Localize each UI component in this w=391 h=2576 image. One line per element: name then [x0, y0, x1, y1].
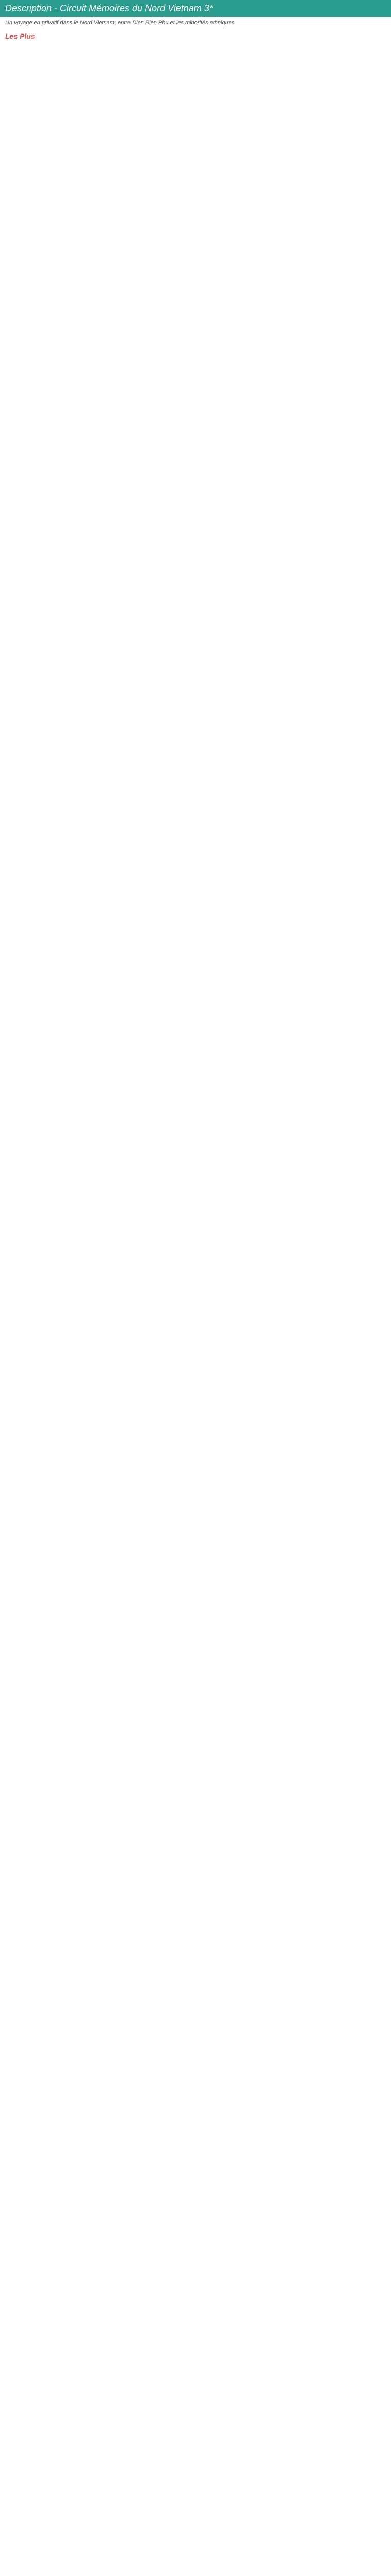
page-title: Description - Circuit Mémoires du Nord Vietnam 3*: [0, 0, 391, 17]
plus-title: Les Plus: [5, 31, 35, 40]
intro-text: Un voyage en privatif dans le Nord Vietnam, entre Dien Bien Phu et les minorités ethniques.: [5, 20, 236, 26]
